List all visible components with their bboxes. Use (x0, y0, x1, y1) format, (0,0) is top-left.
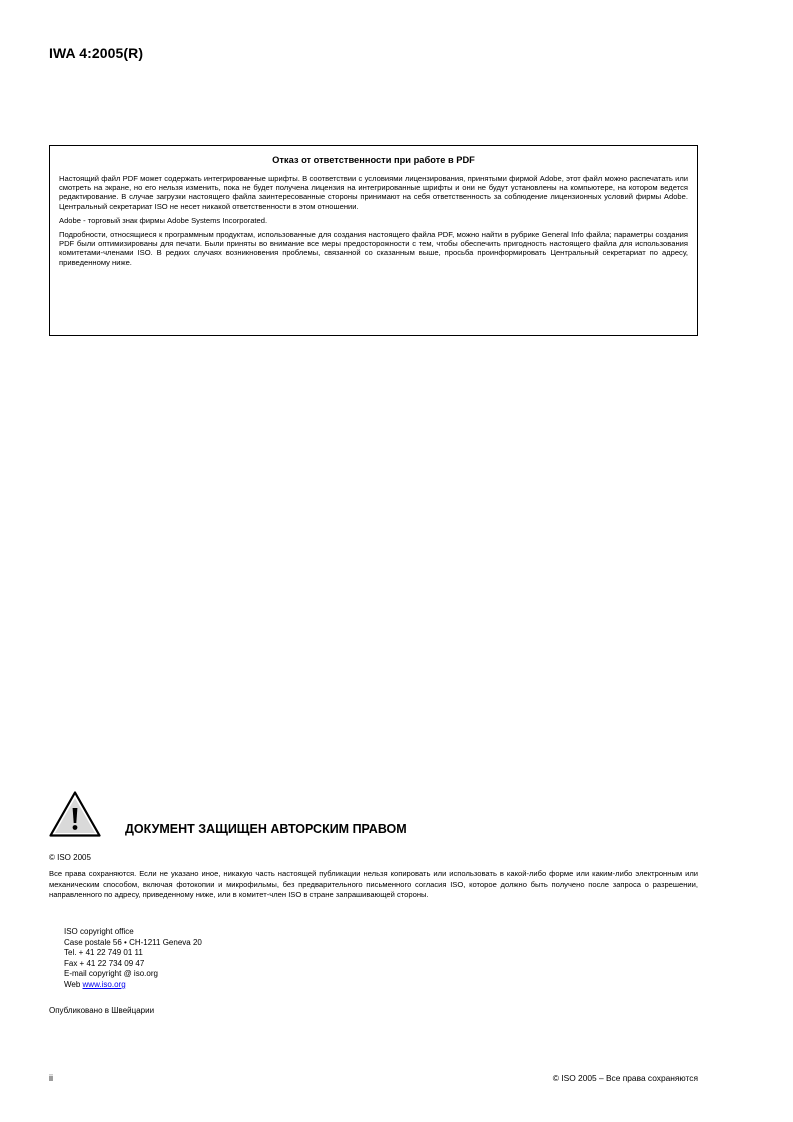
copyright-year: © ISO 2005 (49, 853, 91, 862)
page-number: ii (49, 1073, 53, 1083)
address-web-prefix: Web (64, 979, 83, 989)
disclaimer-title: Отказ от ответственности при работе в PDF (272, 155, 475, 165)
address-office: ISO copyright office (64, 927, 134, 936)
disclaimer-paragraph: Adobe - торговый знак фирмы Adobe Systems Incorporated. (59, 215, 268, 225)
document-id: IWA 4:2005(R) (49, 45, 144, 61)
pdf-disclaimer-box (49, 145, 698, 336)
warning-triangle-icon (49, 791, 101, 837)
address-postal: Case postale 56 • CH-1211 Geneva 20 (64, 937, 202, 947)
address-web (64, 980, 202, 991)
address-fax: Fax + 41 22 734 09 47 (64, 958, 145, 968)
address-tel: Tel. + 41 22 749 01 11 (64, 948, 143, 958)
iso-address (64, 927, 202, 991)
address-email: E-mail copyright @ iso.org (64, 969, 158, 979)
published-in: Опубликовано в Швейцарии (49, 1006, 155, 1015)
disclaimer-paragraph: Настоящий файл PDF может содержать интегрированные шрифты. В соответствии с условиями лицензирования, принятыми фирмой Adobe, этот файл можно распечатать или смотреть на экране, но его нельзя изменить, пока не будет получена лицензия на интегрированные шрифты и они не будут установлены на компьютере, на котором ведется редактирование. В случае загрузки настоящего файла заинтересованные стороны принимают на себя ответственность за соблюдение лицензионных условий фирмы Adobe. Центральный секретариат ISO не несет никакой ответственности в этом отношении. (59, 174, 688, 211)
copyright-title: ДОКУМЕНТ ЗАЩИЩЕН АВТОРСКИМ ПРАВОМ (125, 822, 407, 836)
rights-text: Все права сохраняются. Если не указано иное, никакую часть настоящей публикации нельзя копировать или использовать в какой-либо форме или каким-либо электронным или механическим способом, включая фотокопии и микрофильмы, без предварительного письменного согласия ISO, которое должно быть получено после запроса о разрешении, направленного по адресу, приведенному ниже, или в комитет-член ISO в стране запрашивающей стороны. (49, 869, 698, 900)
disclaimer-paragraph: Подробности, относящиеся к программным продуктам, использованные для создания настоящего файла PDF, можно найти в рубрике General Info файла; параметры создания PDF были оптимизированы для печати. Были приняты во внимание все меры предосторожности с тем, чтобы обеспечить пригодность настоящего файла для использования комитетами-членами ISO. В редких случаях возникновения проблемы, связанной со сказанным выше, просьба проинформировать Центральный секретариат по адресу, приведенному ниже. (59, 230, 688, 267)
footer-rights: © ISO 2005 – Все права сохраняются (552, 1073, 698, 1083)
iso-website-link[interactable]: www.iso.org (82, 979, 126, 989)
